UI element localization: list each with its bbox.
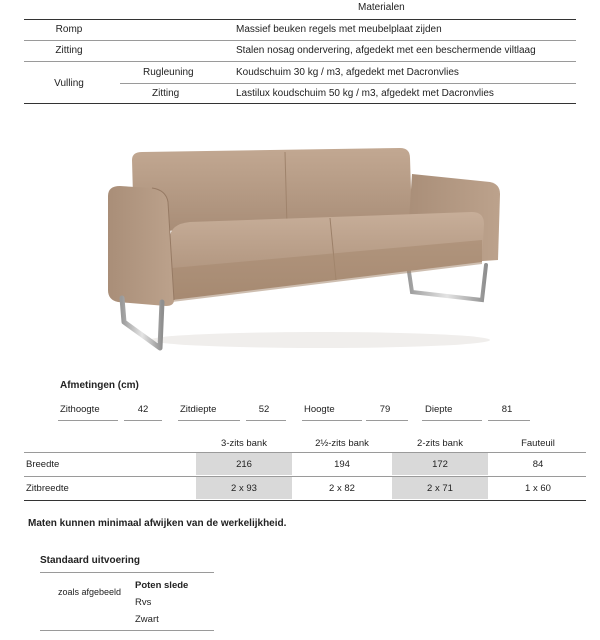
size-row-label: Breedte [26, 459, 60, 470]
divider [24, 19, 576, 20]
size-cell: 216 [236, 459, 252, 470]
size-cell: 1 x 60 [525, 483, 551, 494]
size-cell: 2 x 93 [231, 483, 257, 494]
material-label-zitting: Zitting [55, 45, 83, 56]
divider [24, 476, 586, 477]
dim-label-zithoogte: Zithoogte [60, 404, 100, 415]
material-sublabel-zitting: Zitting [152, 88, 180, 99]
materials-header: Materialen [358, 2, 405, 13]
divider [120, 83, 576, 84]
size-cell: 2 x 82 [329, 483, 355, 494]
divider [40, 572, 214, 573]
dim-value-zithoogte: 42 [137, 404, 149, 415]
dim-value-hoogte: 79 [379, 404, 391, 415]
dim-label-hoogte: Hoogte [304, 404, 335, 415]
divider [40, 630, 214, 631]
size-cell: 84 [532, 459, 544, 470]
size-col-header: 3-zits bank [221, 438, 267, 449]
materials-table [0, 0, 600, 110]
standard-option-title: Poten slede [135, 580, 189, 591]
dimensions-title: Afmetingen (cm) [60, 380, 139, 391]
size-row-label: Zitbreedte [26, 483, 69, 494]
divider [422, 420, 482, 421]
divider [24, 40, 576, 41]
size-col-header: 2-zits bank [417, 438, 463, 449]
divider [488, 420, 530, 421]
material-value-rugleuning: Koudschuim 30 kg / m3, afgedekt met Dacronvlies [236, 67, 459, 78]
standard-option-zwart: Zwart [135, 614, 159, 625]
divider [246, 420, 286, 421]
divider [24, 500, 586, 501]
sofa-image [100, 140, 510, 360]
size-table [0, 430, 600, 500]
divider [24, 61, 576, 62]
divider [24, 103, 576, 104]
divider [124, 420, 162, 421]
disclaimer-note: Maten kunnen minimaal afwijken van de werkelijkheid. [28, 518, 287, 529]
size-col-header: 2½-zits bank [315, 438, 369, 449]
size-cell: 194 [334, 459, 350, 470]
standard-option-rvs: Rvs [135, 597, 152, 608]
material-value-vulling-zitting: Lastilux koudschuim 50 kg / m3, afgedekt met Dacronvlies [236, 88, 494, 99]
material-sublabel-rugleuning: Rugleuning [143, 67, 194, 78]
standard-label: zoals afgebeeld [58, 587, 122, 597]
material-label-vulling: Vulling [54, 78, 84, 89]
dim-value-diepte: 81 [501, 404, 513, 415]
size-cell: 2 x 71 [427, 483, 453, 494]
divider [178, 420, 240, 421]
divider [24, 452, 586, 453]
size-cell: 172 [432, 459, 448, 470]
dim-label-zitdiepte: Zitdiepte [180, 404, 217, 415]
divider [302, 420, 362, 421]
standard-title: Standaard uitvoering [40, 555, 141, 566]
dim-label-diepte: Diepte [425, 404, 453, 415]
divider [366, 420, 408, 421]
size-col-header: Fauteuil [521, 438, 555, 449]
dim-value-zitdiepte: 52 [258, 404, 270, 415]
material-value-zitting: Stalen nosag ondervering, afgedekt met een beschermende viltlaag [236, 45, 536, 56]
material-label-romp: Romp [55, 24, 83, 35]
material-value-romp: Massief beuken regels met meubelplaat zijden [236, 24, 442, 35]
divider [58, 420, 118, 421]
